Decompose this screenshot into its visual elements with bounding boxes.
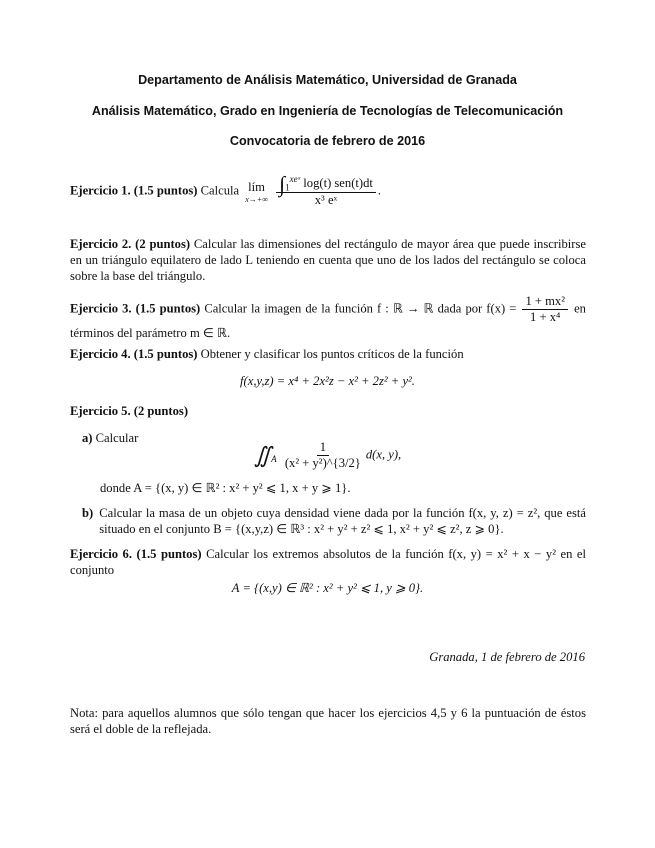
integrand-fraction [282, 440, 364, 471]
exercise-text-cont: en términos del parámetro m ∈ ℝ. [70, 301, 586, 340]
fraction-numerator: 1 + mx² [522, 294, 568, 310]
exercise-points: (1.5 puntos) [133, 183, 198, 198]
exercise-6 [70, 546, 586, 578]
exercise-1 [70, 171, 586, 208]
fraction-denominator: (x² + y²)^{3/2} [284, 456, 361, 470]
limit-subscript: x→+∞ [245, 195, 268, 205]
date-signature: Granada, 1 de febrero de 2016 [429, 650, 585, 664]
header-department: Departamento de Análisis Matemático, Universidad de Granada [138, 73, 517, 87]
exercise-text: Calcular las dimensiones del rectángulo de mayor área que puede inscribirse en un triángulo equilatero de lado L teniendo en cuenta que uno de los lados del rectángulo se coloca sobre la base del triángulo. [70, 237, 586, 283]
exercise-title: Ejercicio 2. [70, 237, 132, 251]
exercise-points: (2 puntos) [133, 404, 189, 418]
exercise-title: Ejercicio 3. [70, 301, 132, 316]
exercise-text: Obtener y clasificar los puntos críticos de la función [200, 347, 464, 361]
fraction-denominator: x³ eˣ [314, 192, 338, 207]
fraction-denominator: 1 + x⁴ [530, 310, 561, 324]
differential: d(x, y), [365, 447, 402, 462]
exercise-text: Calcular la imagen de la función f : ℝ → ℝ dada por f(x) = [204, 301, 517, 316]
integrand: log(t) sen(t)dt [303, 176, 373, 190]
exercise-3 [70, 294, 586, 341]
exercise-title: Ejercicio 5. [70, 404, 131, 418]
exercise-points: (1.5 puntos) [135, 301, 201, 316]
exercise-6-formula: A = {(x,y) ∈ ℝ² : x² + y² ⩽ 1, y ⩾ 0}. [231, 581, 424, 595]
exercise-5 [70, 403, 586, 419]
exercise-points: (1.5 puntos) [136, 547, 202, 561]
integral-domain: A [271, 453, 277, 464]
fraction-numerator: 1 [317, 440, 329, 456]
exercise-title: Ejercicio 4. [70, 347, 131, 361]
item-text: Calcular la masa de un objeto cuya densidad viene dada por la función f(x, y, z) = z², que está situado en el conjunto B = {(x,y,z) ∈ ℝ³ : x² + y² + z² ⩽ 1, x² + y² ⩽ z², z ⩾ 0}. [99, 506, 586, 536]
integral-upper: xeˣ [289, 173, 301, 184]
function-fraction [522, 294, 568, 325]
exercise-title: Ejercicio 6. [70, 547, 132, 561]
integral-lower: 1 [285, 182, 290, 193]
exercise-2 [70, 236, 586, 284]
exercise-5a-domain: donde A = {(x, y) ∈ ℝ² : x² + y² ⩽ 1, x + y ⩾ 1}. [100, 481, 351, 495]
item-label: a) [82, 431, 93, 445]
exercise-text: Calcular los extremos absolutos de la función f(x, y) = x² + x − y² en el conjunto [70, 547, 586, 577]
punctuation: . [377, 183, 382, 198]
exercise-points: (2 puntos) [135, 237, 191, 251]
item-label: b) [82, 506, 94, 520]
limit-fraction [276, 171, 376, 208]
note: Nota: para aquellos alumnos que sólo tengan que hacer los ejercicios 4,5 y 6 la puntuación de éstos será el doble de la reflejada. [70, 706, 586, 736]
exercise-5a-integral [0, 440, 655, 471]
double-integral-sign: ∬ [253, 442, 272, 468]
exercise-4-formula: f(x,y,z) = x⁴ + 2x²z − x² + 2z² + y². [240, 374, 415, 388]
exercise-points: (1.5 puntos) [133, 347, 198, 361]
exercise-title: Ejercicio 1. [70, 183, 131, 198]
header-course: Análisis Matemático, Grado en Ingeniería de Tecnologías de Telecomunicación [91, 104, 564, 118]
item-text: Calcular [95, 431, 139, 445]
exercise-4 [70, 346, 586, 362]
limit [245, 179, 268, 204]
limit-symbol: lím [248, 180, 265, 195]
fraction-numerator [276, 171, 376, 197]
integral-sign: ∫ [279, 171, 286, 197]
exercise-text: Calcula [200, 183, 240, 198]
exercise-5b [82, 505, 586, 537]
header-session: Convocatoria de febrero de 2016 [229, 134, 426, 148]
